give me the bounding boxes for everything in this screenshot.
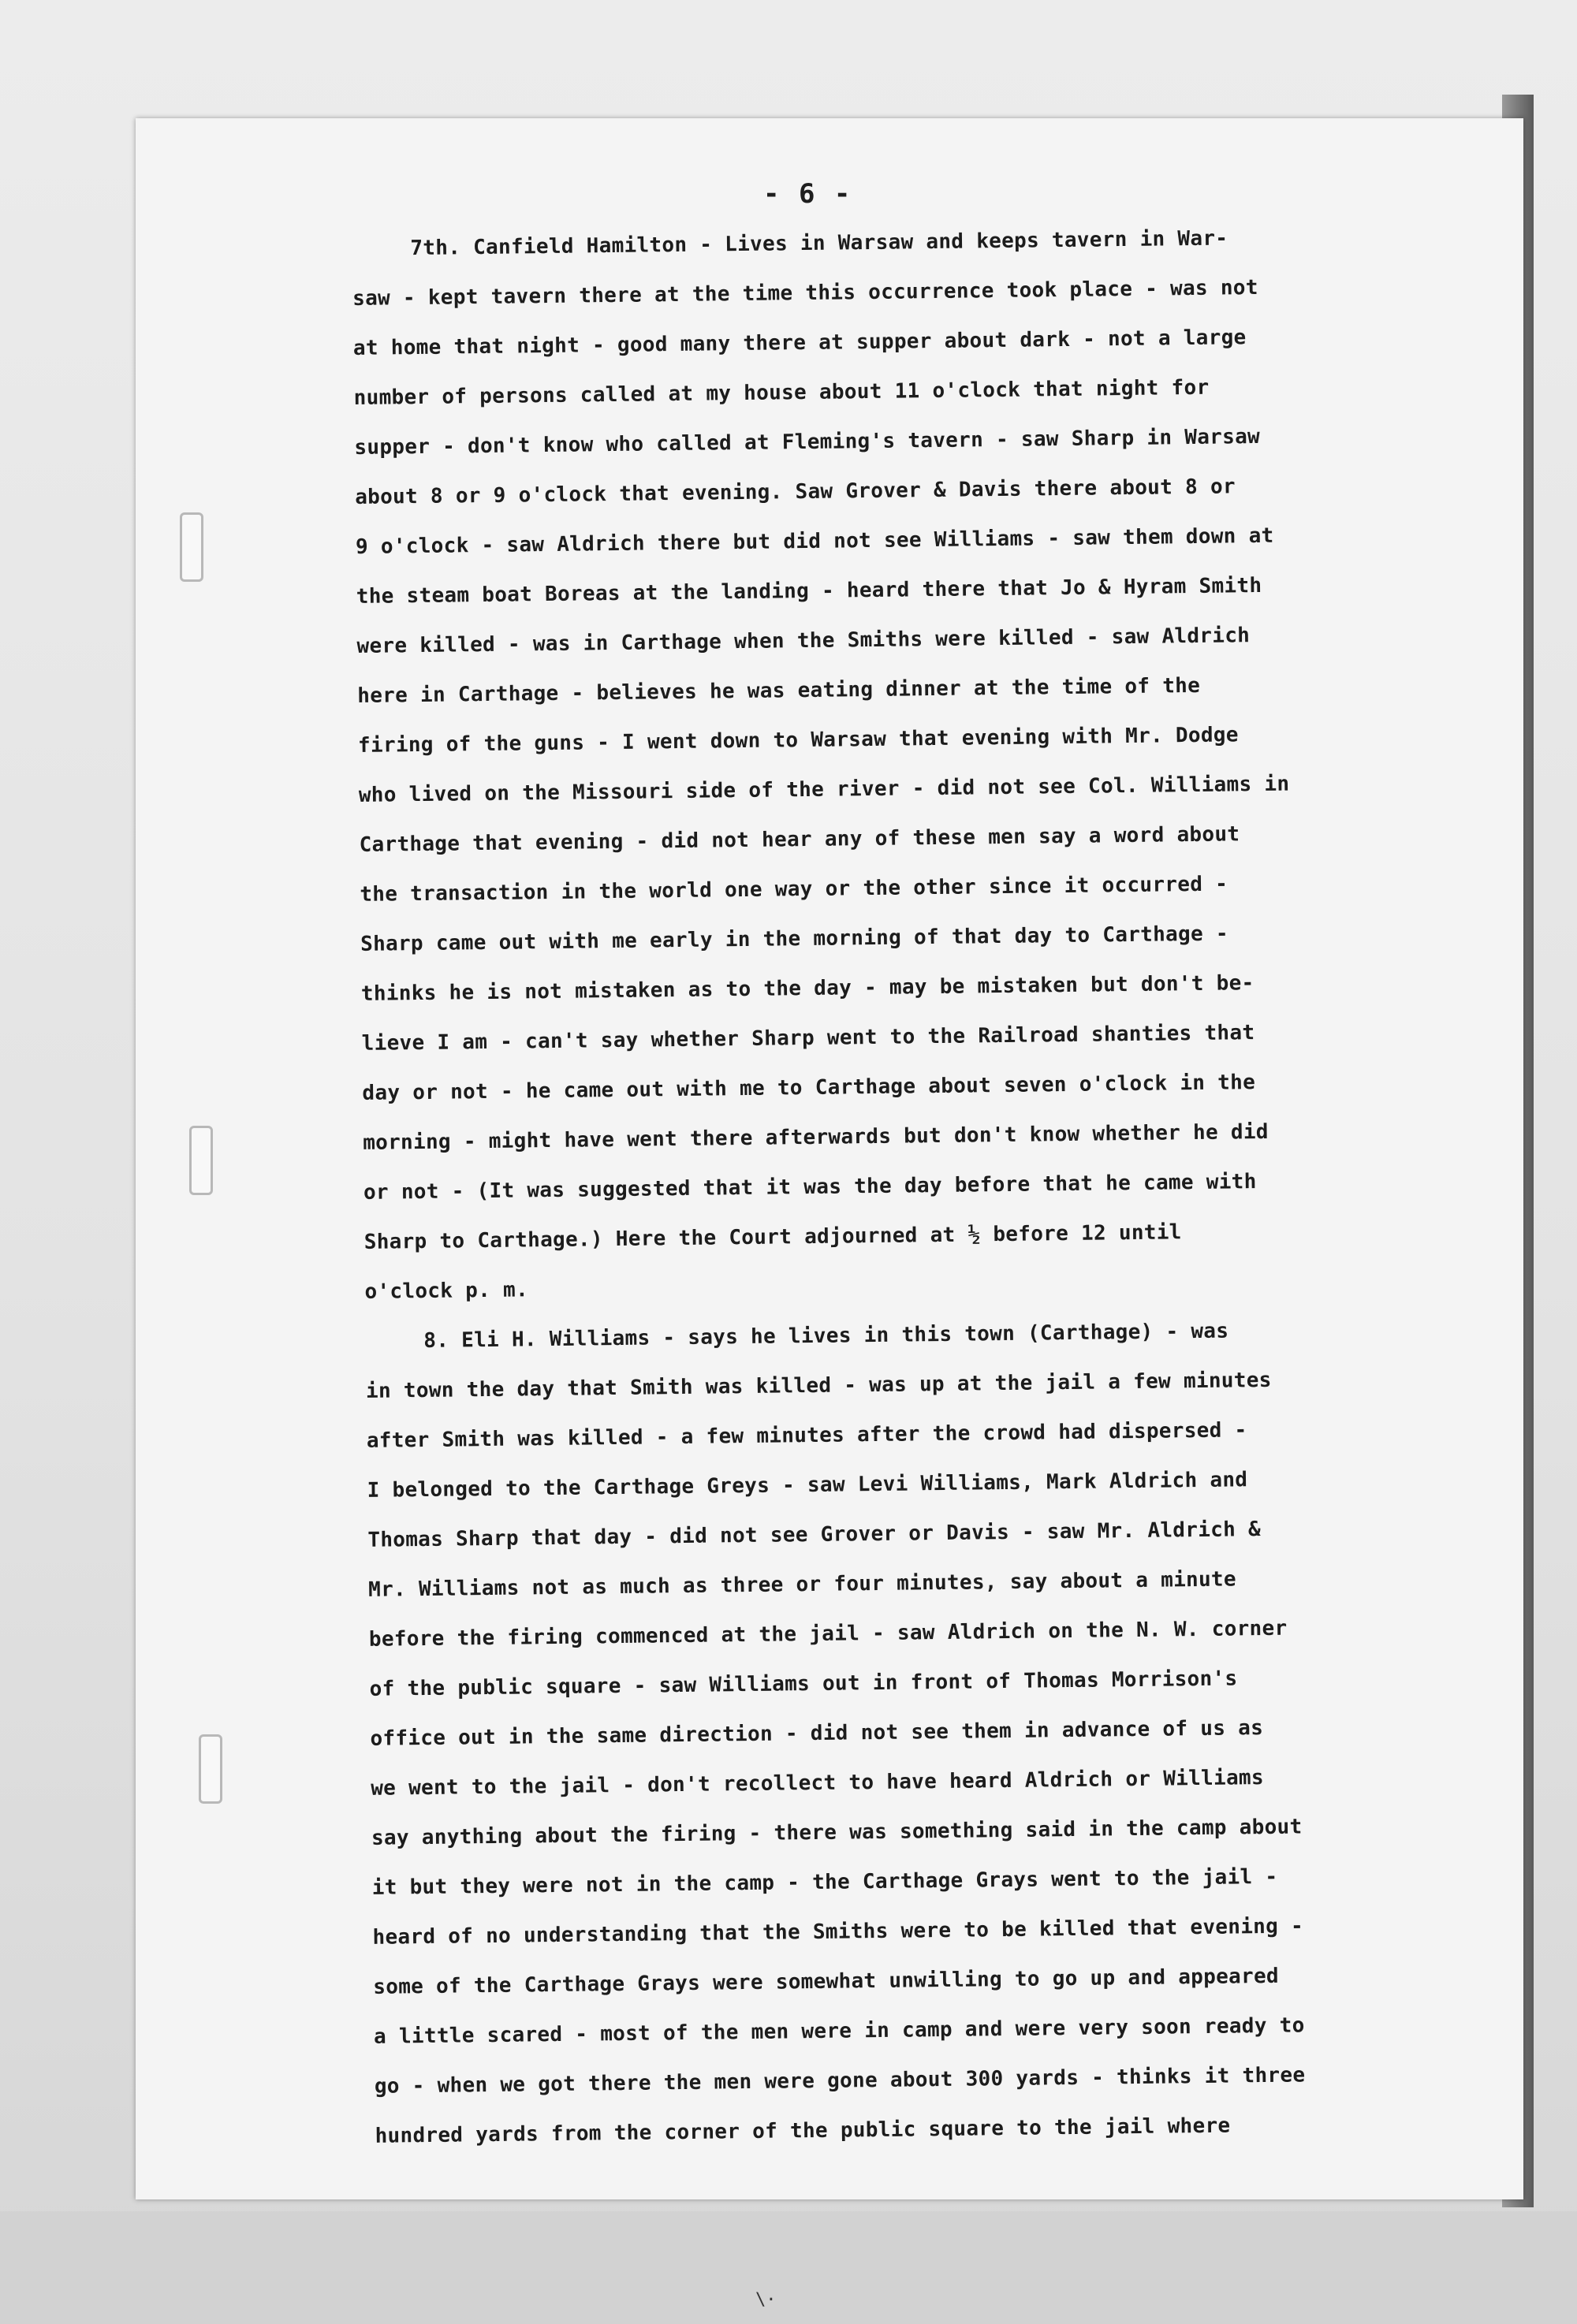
text-line: we went to the jail - don't recollect to have heard Aldrich or Williams bbox=[371, 1766, 1265, 1801]
text-line: Carthage that evening - did not hear any of these men say a word about bbox=[359, 822, 1240, 857]
text-line: 8. Eli H. Williams - says he lives in this town (Carthage) - was bbox=[423, 1319, 1229, 1353]
scan-bottom-band bbox=[0, 2211, 1577, 2324]
text-line: it but they were not in the camp - the Carthage Grays went to the jail - bbox=[371, 1864, 1278, 1900]
text-line: hundred yards from the corner of the public square to the jail where bbox=[375, 2114, 1231, 2148]
typewritten-text-body bbox=[352, 212, 1392, 2162]
text-line: some of the Carthage Grays were somewhat unwilling to go up and appeared bbox=[373, 1964, 1280, 1999]
text-line: saw - kept tavern there at the time this occurrence took place - was not bbox=[352, 275, 1258, 311]
text-line: were killed - was in Carthage when the Smiths were killed - saw Aldrich bbox=[356, 624, 1251, 658]
text-line: the steam boat Boreas at the landing - heard there that Jo & Hyram Smith bbox=[356, 573, 1262, 609]
text-line: Sharp came out with me early in the morning of that day to Carthage - bbox=[360, 922, 1229, 956]
text-line: supper - don't know who called at Fleming's tavern - saw Sharp in Warsaw bbox=[354, 424, 1261, 460]
binder-hole-bottom bbox=[199, 1734, 222, 1804]
text-line: I belonged to the Carthage Greys - saw Levi Williams, Mark Aldrich and bbox=[367, 1468, 1248, 1503]
text-line: of the public square - saw Williams out in front of Thomas Morrison's bbox=[369, 1667, 1238, 1701]
text-line: at home that night - good many there at supper about dark - not a large bbox=[352, 326, 1247, 360]
text-line: morning - might have went there afterwards but don't know whether he did bbox=[363, 1119, 1269, 1155]
text-line: in town the day that Smith was killed - was up at the jail a few minutes bbox=[365, 1368, 1272, 1403]
text-line: office out in the same direction - did not see them in advance of us as bbox=[370, 1716, 1264, 1751]
text-line: about 8 or 9 o'clock that evening. Saw Grover & Davis there about 8 or bbox=[355, 475, 1236, 509]
binder-hole-middle bbox=[189, 1126, 213, 1195]
text-line: 9 o'clock - saw Aldrich there but did not see Williams - saw them down at bbox=[355, 523, 1274, 559]
text-line: after Smith was killed - a few minutes after the crowd had dispersed - bbox=[366, 1418, 1247, 1453]
text-line: say anything about the firing - there was something said in the camp about bbox=[371, 1815, 1303, 1850]
text-line: day or not - he came out with me to Carthage about seven o'clock in the bbox=[362, 1071, 1256, 1105]
text-line: here in Carthage - believes he was eating dinner at the time of the bbox=[357, 673, 1201, 708]
text-line: Sharp to Carthage.) Here the Court adjourned at ½ before 12 until bbox=[363, 1220, 1182, 1254]
text-line: thinks he is not mistaken as to the day - may be mistaken but don't be- bbox=[360, 971, 1255, 1006]
text-line: the transaction in the world one way or the other since it occurred - bbox=[360, 872, 1228, 907]
text-line: heard of no understanding that the Smiths were to be killed that evening - bbox=[372, 1914, 1304, 1950]
text-line: Thomas Sharp that day - did not see Grover or Davis - saw Mr. Aldrich & bbox=[367, 1518, 1262, 1552]
text-line: number of persons called at my house about 11 o'clock that night for bbox=[353, 375, 1210, 410]
text-line: 7th. Canfield Hamilton - Lives in Warsaw and keeps tavern in War- bbox=[410, 226, 1228, 261]
text-line: o'clock p. m. bbox=[364, 1278, 529, 1304]
binder-hole-top bbox=[180, 512, 203, 582]
text-line: go - when we got there the men were gone about 300 yards - thinks it three bbox=[374, 2063, 1306, 2099]
text-line: who lived on the Missouri side of the river - did not see Col. Williams in bbox=[358, 772, 1290, 807]
text-line: firing of the guns - I went down to Warsaw that evening with Mr. Dodge bbox=[357, 723, 1239, 758]
text-line: Mr. Williams not as much as three or four minutes, say about a minute bbox=[367, 1567, 1237, 1602]
text-line: lieve I am - can't say whether Sharp went to the Railroad shanties that bbox=[361, 1021, 1255, 1056]
text-line: or not - (It was suggested that it was the day before that he came with bbox=[363, 1170, 1257, 1205]
text-line: a little scared - most of the men were in camp and were very soon ready to bbox=[373, 2013, 1305, 2049]
page-number: - 6 - bbox=[763, 178, 852, 210]
bottom-mark: \· bbox=[755, 2290, 777, 2310]
text-line: before the firing commenced at the jail - saw Aldrich on the N. W. corner bbox=[368, 1616, 1288, 1652]
